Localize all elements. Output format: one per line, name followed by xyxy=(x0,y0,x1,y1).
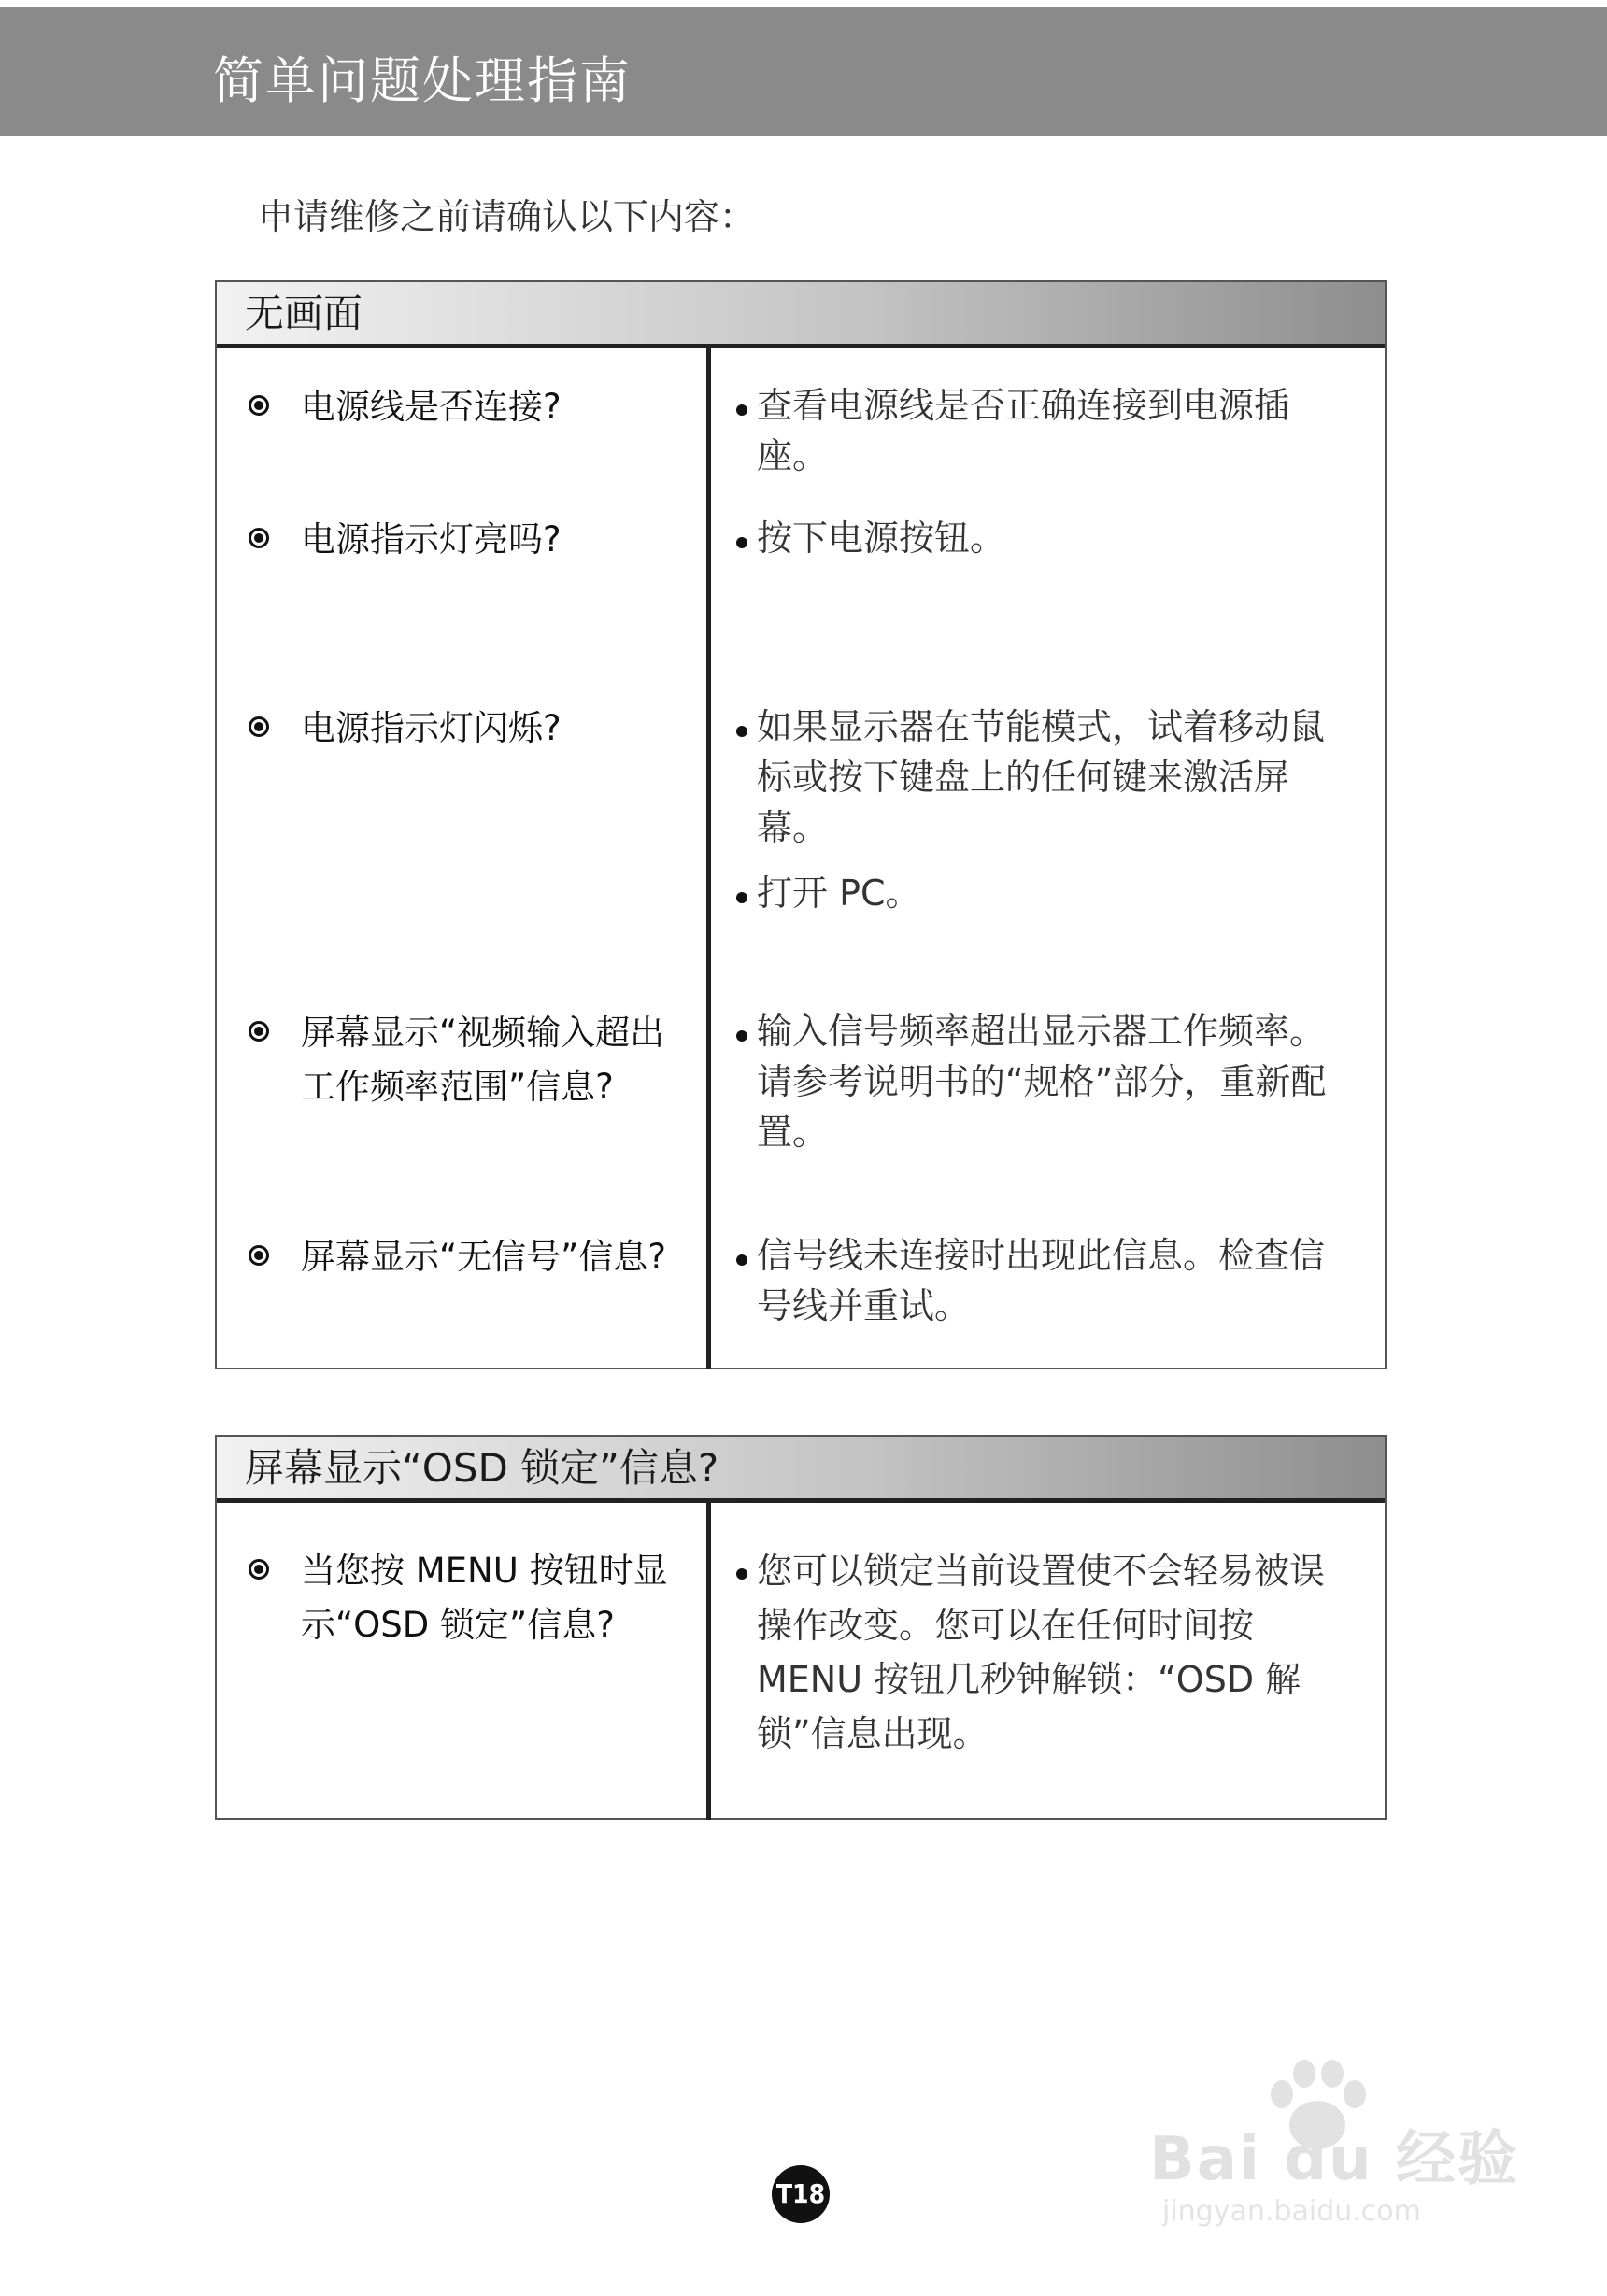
answer-text: 按下电源按钮。 xyxy=(757,517,1006,559)
section-osd-lock xyxy=(215,1435,1387,1820)
section-title: 无画面 xyxy=(245,291,363,336)
baidu-jingyan-watermark xyxy=(1140,2055,1532,2242)
question-text: 屏幕显示“无信号”信息? xyxy=(301,1237,666,1277)
answer-text: 您可以锁定当前设置使不会轻易被误操作改变。您可以在任何时间按 MENU 按钮几秒钟解锁：“OSD 解锁”信息出现。 xyxy=(757,1551,1326,1754)
radio-bullet-icon xyxy=(249,395,269,416)
radio-bullet-icon xyxy=(249,1559,269,1580)
answer-item xyxy=(736,1544,1353,1761)
answer-item xyxy=(736,868,1353,918)
question-item xyxy=(249,1230,678,1284)
answer-item xyxy=(736,1006,1353,1157)
answer-item xyxy=(736,513,1353,563)
bullet-dot-icon xyxy=(736,1030,747,1042)
answer-text: 查看电源线是否正确连接到电源插座。 xyxy=(757,385,1290,476)
question-text: 电源线是否连接? xyxy=(301,387,562,427)
column-divider xyxy=(706,1503,711,1820)
section-body xyxy=(217,348,1385,1369)
answer-text: 打开 PC。 xyxy=(757,872,921,914)
bullet-dot-icon xyxy=(736,726,747,737)
bullet-dot-icon xyxy=(736,404,747,416)
question-text: 电源指示灯闪烁? xyxy=(301,708,562,748)
question-text: 当您按 MENU 按钮时显示“OSD 锁定”信息? xyxy=(301,1551,668,1645)
question-item xyxy=(249,702,678,756)
intro-text: 申请维修之前请确认以下内容： xyxy=(258,196,756,237)
bullet-dot-icon xyxy=(736,892,747,903)
radio-bullet-icon xyxy=(249,1021,269,1042)
question-text: 屏幕显示“视频输入超出工作频率范围”信息? xyxy=(301,1013,665,1107)
answer-text: 输入信号频率超出显示器工作频率。请参考说明书的“规格”部分，重新配置。 xyxy=(757,1011,1327,1153)
section-body xyxy=(217,1503,1385,1820)
question-item xyxy=(249,1006,678,1114)
answer-text: 如果显示器在节能模式，试着移动鼠标或按下键盘上的任何键来激活屏幕。 xyxy=(757,706,1326,848)
bullet-dot-icon xyxy=(736,1568,747,1580)
radio-bullet-icon xyxy=(249,528,269,548)
column-divider xyxy=(706,348,711,1369)
page-title: 简单问题处理指南 xyxy=(213,51,632,110)
section-header xyxy=(217,1437,1385,1503)
section-header xyxy=(217,282,1385,348)
question-item xyxy=(249,513,678,567)
answer-item xyxy=(736,1230,1353,1331)
bullet-dot-icon xyxy=(736,1254,747,1266)
radio-bullet-icon xyxy=(249,1245,269,1266)
section-title: 屏幕显示“OSD 锁定”信息? xyxy=(245,1445,719,1491)
answer-text: 信号线未连接时出现此信息。检查信号线并重试。 xyxy=(757,1235,1326,1326)
answer-item xyxy=(736,380,1353,481)
question-item xyxy=(249,380,678,434)
page-number-badge: T18 xyxy=(772,2165,830,2223)
section-no-picture xyxy=(215,280,1387,1369)
question-item xyxy=(249,1544,678,1652)
bullet-dot-icon xyxy=(736,537,747,548)
question-text: 电源指示灯亮吗? xyxy=(301,519,562,560)
watermark-url: jingyan.baidu.com xyxy=(1162,2195,1421,2228)
answer-item xyxy=(736,702,1353,853)
radio-bullet-icon xyxy=(249,716,269,737)
watermark-brand: Bai du 经验 xyxy=(1149,2125,1519,2194)
